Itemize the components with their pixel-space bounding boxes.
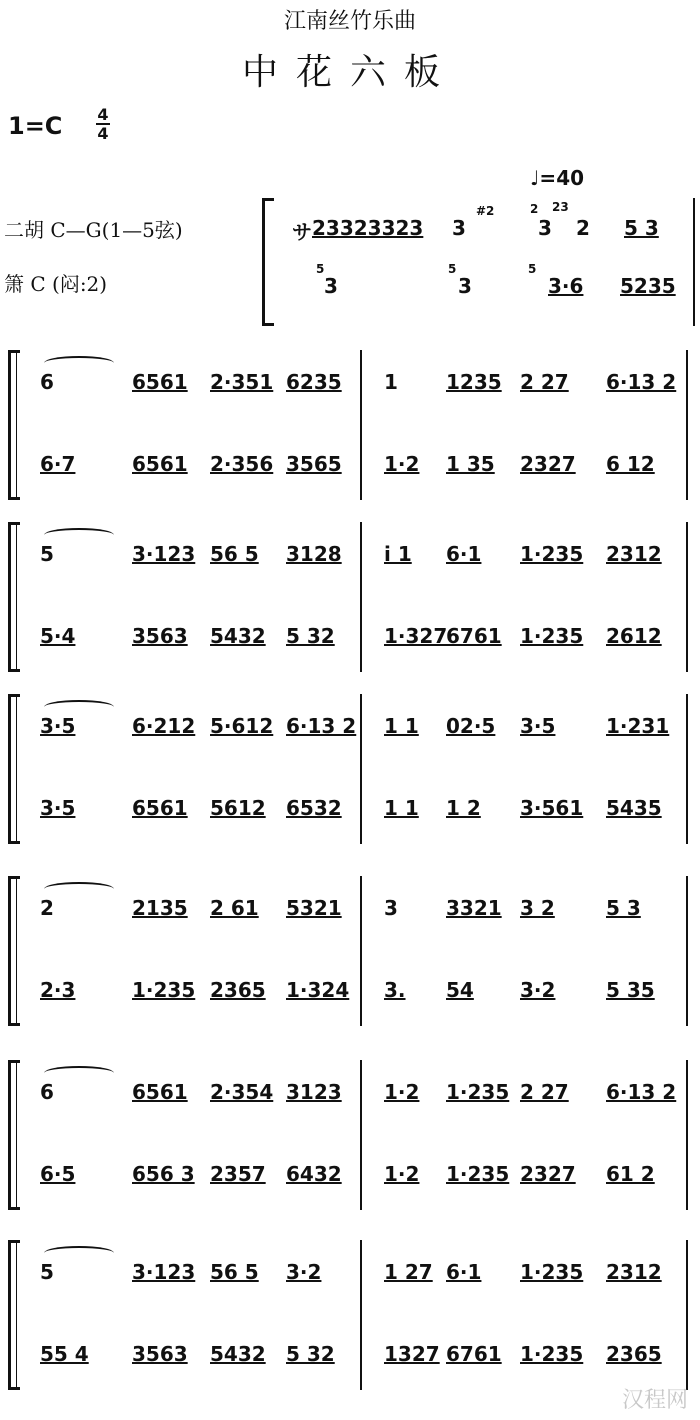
erhu-note-group: 1·235 <box>520 542 584 566</box>
xiao-note-group: 2612 <box>606 624 662 648</box>
erhu-note-group: i 1 <box>384 542 412 566</box>
erhu-note-group: 2312 <box>606 542 662 566</box>
barline <box>360 694 362 844</box>
xiao-note-group: 2·3 <box>40 978 76 1002</box>
system-bracket <box>8 522 11 672</box>
system-bracket <box>16 876 17 1026</box>
xiao-note-group: 1·2 <box>384 452 420 476</box>
xiao-note-group: 6532 <box>286 796 342 820</box>
bracket-bottom <box>8 1207 20 1210</box>
xiao-note-group: 3565 <box>286 452 342 476</box>
xiao-note-group: 1 2 <box>446 796 481 820</box>
xiao-note-group: 55 4 <box>40 1342 89 1366</box>
erhu-note-group: 6 <box>40 1080 54 1104</box>
barline <box>360 1060 362 1210</box>
erhu-note-group: 1235 <box>446 370 502 394</box>
xiao-note-group: 2365 <box>210 978 266 1002</box>
xiao-note-group: 54 <box>446 978 474 1002</box>
page-title: 中花六板 <box>241 52 458 93</box>
barline <box>686 876 688 1026</box>
xiao-note-group: 1·235 <box>446 1162 510 1186</box>
erhu-note-group: 3128 <box>286 542 342 566</box>
grace-note: 5 <box>528 262 537 276</box>
erhu-note-group: 3·2 <box>286 1260 322 1284</box>
watermark: 汉程网 <box>621 1388 688 1413</box>
erhu-note-group: 3·5 <box>520 714 556 738</box>
note-group: 5235 <box>620 274 676 298</box>
erhu-note-group: 2135 <box>132 896 188 920</box>
xiao-note-group: 3·561 <box>520 796 584 820</box>
barline <box>360 1240 362 1390</box>
bracket-bottom <box>8 1387 20 1390</box>
erhu-note-group: 6·1 <box>446 1260 482 1284</box>
barline <box>686 350 688 500</box>
instrument-erhu-label: 二胡 C—G(1—5弦) <box>4 218 183 242</box>
slur-mark <box>44 882 114 896</box>
xiao-note-group: 2327 <box>520 1162 576 1186</box>
bracket-bottom <box>8 497 20 500</box>
erhu-note-group: 5 3 <box>606 896 641 920</box>
xiao-note-group: 6561 <box>132 452 188 476</box>
barline <box>686 522 688 672</box>
bracket-top <box>8 1060 20 1063</box>
erhu-note-group: 6·212 <box>132 714 196 738</box>
erhu-note-group: 3 <box>384 896 398 920</box>
note-group: 3 <box>458 274 472 298</box>
xiao-note-group: 6761 <box>446 624 502 648</box>
xiao-note-group: 3563 <box>132 624 188 648</box>
xiao-note-group: 5612 <box>210 796 266 820</box>
slur-mark <box>44 700 114 714</box>
note-group: 3·6 <box>548 274 584 298</box>
grace-note: 23 <box>552 200 569 214</box>
erhu-note-group: 5 <box>40 542 54 566</box>
xiao-note-group: 2327 <box>520 452 576 476</box>
erhu-note-group: 6·13 2 <box>606 1080 677 1104</box>
xiao-note-group: 6561 <box>132 796 188 820</box>
erhu-note-group: 1·231 <box>606 714 670 738</box>
bracket-top <box>262 198 274 201</box>
barline <box>360 522 362 672</box>
xiao-note-group: 6 12 <box>606 452 655 476</box>
xiao-note-group: 5 32 <box>286 1342 335 1366</box>
xiao-note-group: 61 2 <box>606 1162 655 1186</box>
system-bracket <box>8 876 11 1026</box>
bracket-top <box>8 1240 20 1243</box>
erhu-note-group: 02·5 <box>446 714 496 738</box>
erhu-note-group: 2 <box>40 896 54 920</box>
bracket-bottom <box>8 669 20 672</box>
erhu-note-group: 1 <box>384 370 398 394</box>
xiao-note-group: 2365 <box>606 1342 662 1366</box>
grace-note: 2 <box>530 202 539 216</box>
bracket-top <box>8 694 20 697</box>
erhu-note-group: 5·612 <box>210 714 274 738</box>
system-bracket <box>16 694 17 844</box>
note-group: 3 <box>452 216 466 240</box>
instrument-xiao-label: 箫 C (闷:2) <box>4 272 108 296</box>
system-bracket <box>16 1060 17 1210</box>
tempo-mark: ♩=40 <box>530 166 585 190</box>
xiao-note-group: 1·324 <box>286 978 350 1002</box>
slur-mark <box>44 1246 114 1260</box>
erhu-note-group: 2 27 <box>520 1080 569 1104</box>
note-group: 5 3 <box>624 216 659 240</box>
erhu-note-group: 1·235 <box>446 1080 510 1104</box>
erhu-note-group: 6235 <box>286 370 342 394</box>
erhu-note-group: 2312 <box>606 1260 662 1284</box>
barline <box>360 876 362 1026</box>
xiao-note-group: 5 32 <box>286 624 335 648</box>
erhu-note-group: 6561 <box>132 1080 188 1104</box>
xiao-note-group: 3. <box>384 978 406 1002</box>
time-signature-bottom: 4 <box>97 124 109 143</box>
erhu-note-group: 3321 <box>446 896 502 920</box>
barline <box>686 694 688 844</box>
xiao-note-group: 6·7 <box>40 452 76 476</box>
erhu-note-group: 2·354 <box>210 1080 274 1104</box>
barline <box>686 1060 688 1210</box>
xiao-note-group: 1·2 <box>384 1162 420 1186</box>
xiao-note-group: 5·4 <box>40 624 76 648</box>
system-bracket <box>16 350 17 500</box>
slur-mark <box>44 1066 114 1080</box>
note-group: サ <box>292 220 312 244</box>
erhu-note-group: 5321 <box>286 896 342 920</box>
intro-bracket <box>262 198 265 326</box>
grace-note: 5 <box>316 262 325 276</box>
xiao-note-group: 3·2 <box>520 978 556 1002</box>
xiao-note-group: 1327 <box>384 1342 440 1366</box>
xiao-note-group: 5435 <box>606 796 662 820</box>
subtitle: 江南丝竹乐曲 <box>283 9 416 34</box>
xiao-note-group: 1 1 <box>384 796 419 820</box>
time-signature-top: 4 <box>97 105 109 124</box>
system-bracket <box>8 1240 11 1390</box>
erhu-note-group: 1 1 <box>384 714 419 738</box>
note-group: 23323323 <box>312 216 424 240</box>
xiao-note-group: 2357 <box>210 1162 266 1186</box>
erhu-note-group: 2·351 <box>210 370 274 394</box>
xiao-note-group: 3·5 <box>40 796 76 820</box>
erhu-note-group: 5 <box>40 1260 54 1284</box>
xiao-note-group: 3563 <box>132 1342 188 1366</box>
erhu-note-group: 56 5 <box>210 1260 259 1284</box>
erhu-note-group: 6·1 <box>446 542 482 566</box>
xiao-note-group: 1 35 <box>446 452 495 476</box>
time-signature <box>96 106 110 142</box>
erhu-note-group: 3·123 <box>132 1260 196 1284</box>
xiao-note-group: 1·235 <box>520 624 584 648</box>
erhu-note-group: 6561 <box>132 370 188 394</box>
xiao-note-group: 656 3 <box>132 1162 195 1186</box>
bracket-top <box>8 876 20 879</box>
erhu-note-group: 2 61 <box>210 896 259 920</box>
xiao-note-group: 5 35 <box>606 978 655 1002</box>
erhu-note-group: 1 27 <box>384 1260 433 1284</box>
erhu-note-group: 6·13 2 <box>606 370 677 394</box>
erhu-note-group: 6·13 2 <box>286 714 357 738</box>
bracket-bottom <box>8 841 20 844</box>
erhu-note-group: 2 27 <box>520 370 569 394</box>
xiao-note-group: 1·327 <box>384 624 448 648</box>
note-group: 2 <box>576 216 590 240</box>
xiao-note-group: 6761 <box>446 1342 502 1366</box>
xiao-note-group: 5432 <box>210 1342 266 1366</box>
key-signature: 1=C <box>8 112 63 140</box>
grace-note: #2 <box>476 204 495 218</box>
bracket-top <box>8 350 20 353</box>
system-bracket <box>8 1060 11 1210</box>
bracket-bottom <box>262 323 274 326</box>
xiao-note-group: 2·356 <box>210 452 274 476</box>
note-group: 3 <box>324 274 338 298</box>
slur-mark <box>44 528 114 542</box>
system-bracket <box>8 694 11 844</box>
bracket-top <box>8 522 20 525</box>
xiao-note-group: 1·235 <box>132 978 196 1002</box>
note-group: 3 <box>538 216 552 240</box>
erhu-note-group: 1·235 <box>520 1260 584 1284</box>
erhu-note-group: 3 2 <box>520 896 555 920</box>
xiao-note-group: 1·235 <box>520 1342 584 1366</box>
slur-mark <box>44 356 114 370</box>
system-bracket <box>8 350 11 500</box>
bracket-bottom <box>8 1023 20 1026</box>
barline <box>360 350 362 500</box>
barline <box>693 198 695 326</box>
grace-note: 5 <box>448 262 457 276</box>
barline <box>686 1240 688 1390</box>
erhu-note-group: 3·5 <box>40 714 76 738</box>
erhu-note-group: 6 <box>40 370 54 394</box>
xiao-note-group: 6432 <box>286 1162 342 1186</box>
xiao-note-group: 6·5 <box>40 1162 76 1186</box>
system-bracket <box>16 1240 17 1390</box>
erhu-note-group: 3·123 <box>132 542 196 566</box>
xiao-note-group: 5432 <box>210 624 266 648</box>
erhu-note-group: 56 5 <box>210 542 259 566</box>
erhu-note-group: 3123 <box>286 1080 342 1104</box>
erhu-note-group: 1·2 <box>384 1080 420 1104</box>
system-bracket <box>16 522 17 672</box>
